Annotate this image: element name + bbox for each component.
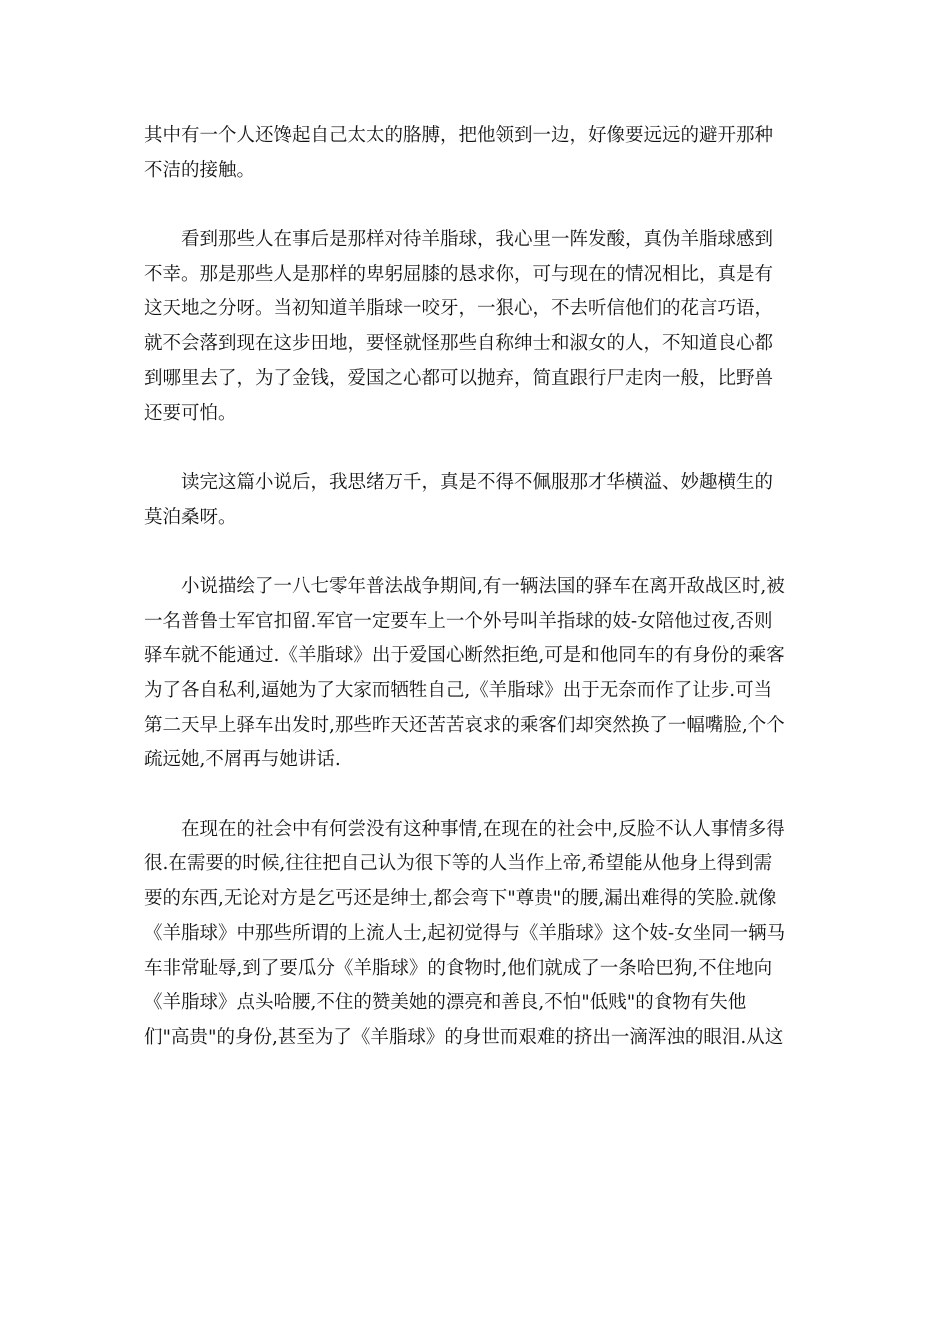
text-line: 第二天早上驿车出发时,那些昨天还苦苦哀求的乘客们却突然换了一幅嘴脸,个个 <box>144 714 785 736</box>
paragraph-3 <box>144 466 808 535</box>
paragraph-gap <box>144 188 808 223</box>
text-line: 在现在的社会中有何尝没有这种事情,在现在的社会中,反脸不认人事情多得 <box>181 818 785 840</box>
text-line: 为了各自私利,逼她为了大家而牺牲自己,《羊脂球》出于无奈而作了让步.可当 <box>144 680 773 701</box>
document-body <box>144 119 808 1056</box>
text-line: 就不会落到现在这步田地，要怪就怪那些自称绅士和淑女的人，不知道良心都 <box>144 333 774 355</box>
text-line: 们"高贵"的身份,甚至为了《羊脂球》的身世而艰难的挤出一滴浑浊的眼泪.从这 <box>144 1026 784 1048</box>
text-line: 这天地之分呀。当初知道羊脂球一咬牙，一狠心，不去听信他们的花言巧语， <box>144 298 774 320</box>
text-line: 疏远她,不屑再与她讲话. <box>144 749 341 771</box>
paragraph-5 <box>144 813 808 1056</box>
text-line: 莫泊桑呀。 <box>144 506 237 528</box>
text-line: 一名普鲁士军官扣留.军官一定要车上一个外号叫羊指球的妓-女陪他过夜,否则 <box>144 610 773 632</box>
text-line: 不洁的接触。 <box>144 159 256 181</box>
text-line: 看到那些人在事后是那样对待羊脂球，我心里一阵发酸，真伪羊脂球感到 <box>181 229 774 251</box>
text-line: 读完这篇小说后，我思绪万千，真是不得不佩服那才华横溢、妙趣横生的 <box>181 471 774 493</box>
paragraph-gap <box>144 431 808 466</box>
text-line: 很.在需要的时候,往往把自己认为很下等的人当作上帝,希望能从他身上得到需 <box>144 853 773 875</box>
text-line: 《羊脂球》中那些所谓的上流人士,起初觉得与《羊脂球》这个妓-女坐同一辆马 <box>144 922 786 944</box>
text-line: 驿车就不能通过.《羊脂球》出于爱国心断然拒绝,可是和他同车的有身份的乘客 <box>144 645 785 667</box>
text-line: 车非常耻辱,到了要瓜分《羊脂球》的食物时,他们就成了一条哈巴狗,不住地向 <box>144 957 773 979</box>
text-line: 《羊脂球》点头哈腰,不住的赞美她的漂亮和善良,不怕"低贱"的食物有失他 <box>144 992 747 1014</box>
text-line: 要的东西,无论对方是乞丐还是绅士,都会弯下"尊贵"的腰,漏出难得的笑脸.就像 <box>144 888 777 910</box>
text-line: 还要可怕。 <box>144 402 237 424</box>
paragraph-1 <box>144 119 808 188</box>
paragraph-gap <box>144 535 808 570</box>
paragraph-4 <box>144 570 808 778</box>
paragraph-2 <box>144 223 808 431</box>
text-line: 到哪里去了，为了金钱，爱国之心都可以抛弃，简直跟行尸走肉一般，比野兽 <box>144 367 774 389</box>
text-line: 小说描绘了一八七零年普法战争期间,有一辆法国的驿车在离开敌战区时,被 <box>181 575 785 597</box>
paragraph-gap <box>144 778 808 813</box>
text-line: 其中有一个人还馋起自己太太的胳膊，把他领到一边，好像要远远的避开那种 <box>144 125 774 146</box>
text-line: 不幸。那是那些人是那样的卑躬屈膝的恳求你，可与现在的情况相比，真是有 <box>144 263 774 285</box>
